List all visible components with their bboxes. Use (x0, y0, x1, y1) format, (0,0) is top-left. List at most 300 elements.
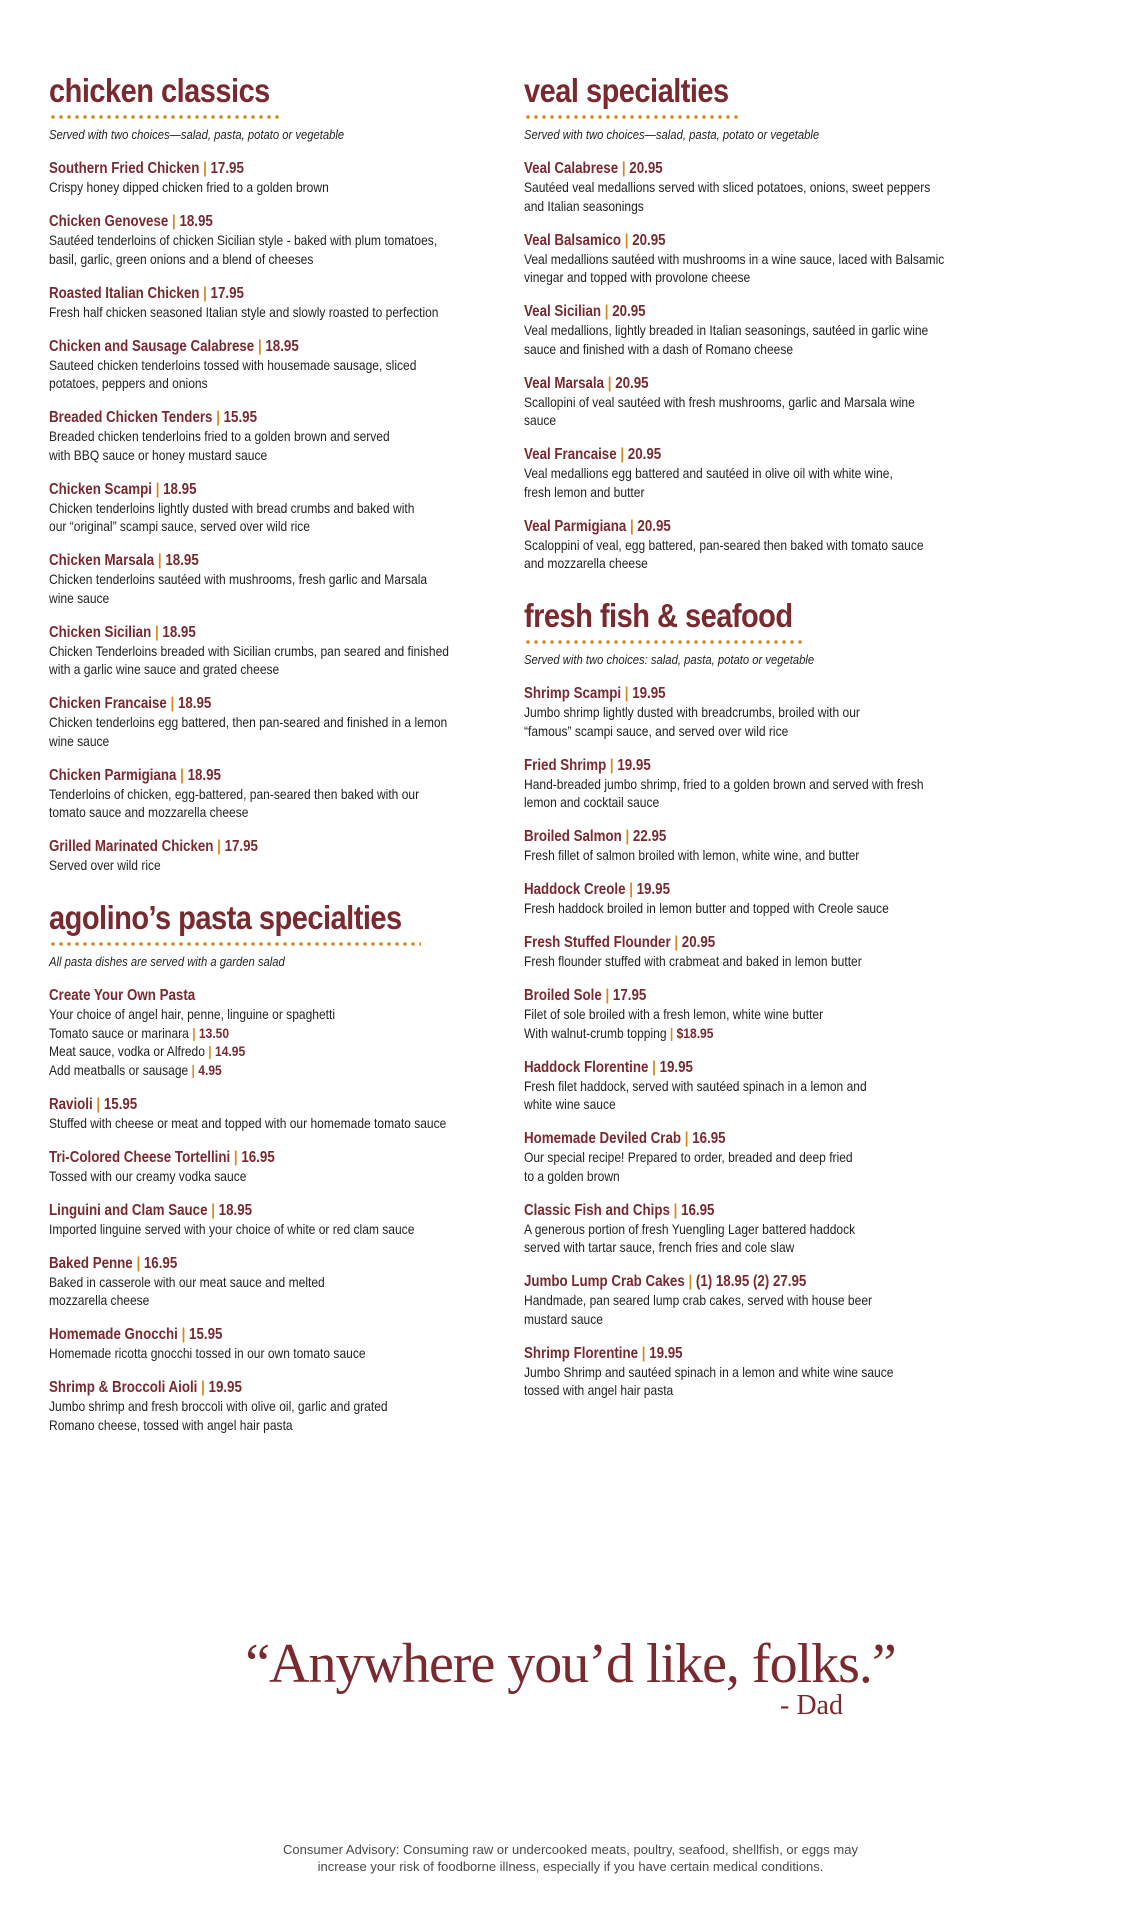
item-price: 18.95 (162, 623, 196, 641)
price-separator: | (136, 1254, 141, 1272)
item-price: 16.95 (692, 1130, 726, 1147)
item-desc-line: to a golden brown (524, 1167, 620, 1184)
price-separator: | (154, 623, 159, 641)
item-header (524, 881, 954, 899)
item-desc-line: basil, garlic, green onions and a blend of cheeses (49, 250, 314, 267)
item-desc-line: with BBQ sauce or honey mustard sauce (49, 446, 268, 463)
item-name: Ravioli (49, 1095, 93, 1113)
right-column (524, 72, 1024, 1416)
veal-items (524, 160, 1024, 573)
menu-item (524, 518, 1024, 573)
item-description (524, 393, 1023, 430)
menu-item (524, 685, 1024, 740)
quote-text: “Anywhere you’d like, folks.” (245, 1633, 896, 1695)
item-desc-line: potatoes, peppers and onions (49, 375, 208, 391)
price-separator: | (203, 284, 207, 302)
fish-items (524, 685, 1024, 1400)
item-name: Shrimp Florentine (524, 1344, 639, 1362)
section-note: All pasta dishes are served with a garden salad (49, 955, 285, 969)
price-separator: | (170, 695, 175, 712)
item-desc-line: Jumbo shrimp and fresh broccoli with olive oil, garlic and grated (49, 1398, 388, 1414)
item-description (524, 1077, 1023, 1114)
item-name: Chicken Genovese (49, 213, 169, 230)
item-header (524, 1059, 954, 1077)
item-description (49, 356, 508, 393)
item-header (49, 285, 445, 303)
item-desc-line: tossed with angel hair pasta (524, 1382, 674, 1398)
menu-item (524, 934, 1024, 971)
menu-item (524, 757, 1024, 812)
price-separator: | (181, 1326, 186, 1343)
item-name: Chicken and Sausage Calabrese (49, 337, 255, 355)
item-desc-line: Baked in casserole with our meat sauce and melted (49, 1273, 325, 1290)
item-description (524, 899, 1023, 918)
menu-item (49, 767, 509, 822)
item-name: Shrimp Scampi (524, 685, 622, 702)
menu-item (49, 695, 509, 750)
item-desc-line: Jumbo Shrimp and sautéed spinach in a lemon and white wine sauce (524, 1363, 894, 1380)
menu-item (49, 552, 509, 607)
price-separator: | (652, 1058, 656, 1076)
option-price: 14.95 (215, 1043, 246, 1059)
item-price: 16.95 (241, 1148, 275, 1166)
item-desc-line: Served over wild rice (49, 857, 161, 873)
item-desc-line: “famous” scampi sauce, and served over wild rice (524, 722, 789, 739)
item-header (49, 409, 445, 427)
item-name: Broiled Sole (524, 987, 602, 1004)
item-desc-line: Chicken Tenderloins breaded with Sicilian crumbs, pan seared and finished (49, 642, 450, 659)
item-name: Tri-Colored Cheese Tortellini (49, 1148, 231, 1166)
item-price: 20.95 (632, 231, 666, 249)
item-desc-line: Jumbo shrimp lightly dusted with breadcrumbs, broiled with our (524, 704, 860, 720)
item-desc-line: mustard sauce (524, 1310, 603, 1327)
item-description (49, 303, 508, 322)
chicken-section (49, 72, 509, 875)
item-header (49, 338, 445, 356)
item-price: 15.95 (223, 409, 257, 426)
item-price: 18.95 (179, 213, 213, 230)
item-header (49, 838, 445, 856)
item-price: 19.95 (649, 1344, 683, 1362)
item-name: Haddock Florentine (524, 1058, 649, 1076)
menu-item (524, 881, 1024, 918)
price-separator: | (624, 685, 629, 702)
item-extra-price: $18.95 (676, 1024, 714, 1041)
item-name: Shrimp & Broccoli Aioli (49, 1379, 198, 1396)
section-note: Served with two choices: salad, pasta, potato or vegetable (524, 653, 815, 667)
item-header (49, 624, 445, 642)
menu-item (49, 1379, 509, 1434)
item-header (49, 1149, 445, 1167)
pasta-section (49, 899, 509, 1434)
section-title-veal: veal specialties (524, 72, 729, 109)
item-name: Veal Balsamico (524, 231, 622, 249)
item-price: 18.95 (187, 766, 221, 784)
pasta-items (49, 1096, 509, 1435)
advisory-line: increase your risk of foodborne illness, especially if you have certain medical conditions. (317, 1859, 824, 1874)
item-description (49, 1397, 508, 1434)
item-desc-line: Fresh haddock broiled in lemon butter and topped with Creole sauce (524, 900, 889, 916)
item-desc-line: fresh lemon and butter (524, 483, 645, 500)
price-separator: | (217, 838, 221, 855)
item-price: 16.95 (681, 1201, 715, 1219)
price-separator: | (180, 766, 184, 784)
menu-item (524, 1202, 1024, 1257)
item-description (49, 178, 508, 197)
item-description (49, 1344, 508, 1363)
item-desc-line: Tenderloins of chicken, egg-battered, pan-seared then baked with our (49, 785, 420, 802)
item-header (524, 685, 954, 703)
item-desc-line: with a garlic wine sauce and grated cheese (49, 661, 280, 677)
item-desc-line: Sautéed tenderloins of chicken Sicilian style - baked with plum tomatoes, (49, 232, 438, 248)
left-column (49, 72, 509, 1451)
item-description (524, 1148, 1023, 1185)
item-desc-line: Sauteed chicken tenderloins tossed with housemade sausage, sliced (49, 356, 417, 373)
item-desc-line: Tossed with our creamy vodka sauce (49, 1167, 247, 1184)
item-header (524, 828, 954, 846)
section-title-chicken: chicken classics (49, 72, 270, 109)
menu-item (524, 160, 1024, 215)
item-name: Fried Shrimp (524, 756, 607, 774)
menu-item (49, 160, 509, 197)
price-separator: | (620, 446, 625, 463)
menu-item-create-pasta (49, 987, 509, 1079)
section-title-pasta: agolino’s pasta specialties (49, 899, 402, 936)
menu-item (49, 624, 509, 679)
item-desc-line: Fresh half chicken seasoned Italian style and slowly roasted to perfection (49, 303, 439, 320)
item-name: Chicken Scampi (49, 480, 152, 498)
item-price: 20.95 (627, 446, 662, 463)
item-desc-line: Veal medallions, lightly breaded in Italian seasonings, sautéed in garlic wine (524, 322, 929, 338)
item-price: 18.95 (163, 480, 197, 498)
price-separator: | (641, 1344, 646, 1362)
price-separator: | (673, 1201, 678, 1219)
section-title-fish: fresh fish & seafood (524, 597, 793, 634)
item-description (49, 785, 508, 822)
item-name: Veal Marsala (524, 374, 605, 392)
item-name: Homemade Deviled Crab (524, 1130, 682, 1147)
item-desc-line: Scallopini of veal sautéed with fresh mushrooms, garlic and Marsala wine (524, 393, 915, 410)
dotted-divider (524, 639, 806, 645)
menu-item (524, 232, 1024, 287)
dotted-divider (524, 114, 742, 120)
menu-item (49, 838, 509, 875)
price-separator: | (96, 1095, 101, 1113)
option-label: Tomato sauce or marinara (49, 1024, 189, 1041)
item-desc-line: Veal medallions sautéed with mushrooms in a wine sauce, laced with Balsamic (524, 250, 945, 267)
item-name: Create Your Own Pasta (49, 987, 196, 1004)
item-header (524, 446, 954, 464)
item-header (524, 1202, 954, 1220)
item-desc-line: Fresh filet haddock, served with sautéed spinach in a lemon and (524, 1077, 867, 1094)
item-header (524, 757, 954, 775)
quote-attribution: - Dad (780, 1690, 843, 1721)
item-desc-line: Our special recipe! Prepared to order, breaded and deep fried (524, 1149, 853, 1165)
item-desc-line: tomato sauce and mozzarella cheese (49, 804, 249, 820)
item-desc-line: A generous portion of fresh Yuengling Lager battered haddock (524, 1220, 856, 1237)
item-desc-line: Romano cheese, tossed with angel hair pasta (49, 1416, 293, 1433)
item-desc-line: Chicken tenderloins lightly dusted with bread crumbs and baked with (49, 499, 415, 516)
item-price: 19.95 (617, 756, 651, 774)
item-desc-line: served with tartar sauce, french fries and cole slaw (524, 1239, 795, 1255)
item-name: Roasted Italian Chicken (49, 284, 200, 302)
item-header (49, 1255, 445, 1273)
item-name: Classic Fish and Chips (524, 1201, 670, 1219)
menu-item (49, 285, 509, 322)
price-separator: | (604, 303, 609, 320)
item-price: 18.95 (177, 695, 212, 712)
item-description (524, 846, 1023, 865)
advisory-line: Consumer Advisory: Consuming raw or undercooked meats, poultry, seafood, shellfish, or eggs may (283, 1842, 858, 1857)
item-header (524, 934, 954, 952)
price-separator: | (191, 1061, 195, 1078)
option-line (49, 1024, 508, 1043)
item-desc-line: Your choice of angel hair, penne, linguine or spaghetti (49, 1006, 336, 1022)
price-separator: | (629, 881, 633, 898)
option-line (49, 1042, 508, 1061)
menu-item (49, 1202, 509, 1239)
item-price: 18.95 (218, 1201, 253, 1219)
item-name: Chicken Sicilian (49, 623, 152, 641)
section-note: Served with two choices—salad, pasta, potato or vegetable (524, 128, 820, 142)
option-line (49, 1061, 508, 1080)
item-price: 20.95 (637, 517, 671, 535)
item-desc-line: Homemade ricotta gnocchi tossed in our own tomato sauce (49, 1345, 366, 1361)
item-extra-line (524, 1024, 1023, 1043)
menu-item (524, 1130, 1024, 1185)
item-description (524, 464, 1023, 501)
item-desc-line: Hand-breaded jumbo shrimp, fried to a golden brown and served with fresh (524, 775, 924, 792)
item-description (49, 1273, 508, 1310)
item-name: Linguini and Clam Sauce (49, 1201, 208, 1219)
item-header (524, 160, 954, 178)
item-price: 17.95 (210, 284, 244, 302)
item-desc-line: wine sauce (49, 732, 110, 749)
chicken-items (49, 160, 509, 875)
item-description (49, 231, 508, 268)
item-price: 20.95 (612, 303, 646, 320)
item-header (49, 1379, 445, 1397)
item-header (49, 213, 445, 231)
price-separator: | (233, 1148, 238, 1166)
price-separator: | (625, 828, 630, 845)
price-separator: | (669, 1024, 674, 1041)
item-price: 17.95 (210, 160, 244, 177)
item-name: Southern Fried Chicken (49, 160, 200, 177)
menu-item (524, 987, 1024, 1042)
item-description (49, 1220, 508, 1239)
option-price: 13.50 (198, 1024, 230, 1041)
item-header (49, 481, 445, 499)
option-label: Meat sauce, vodka or Alfredo (49, 1043, 205, 1059)
menu-item (524, 828, 1024, 865)
item-desc-line: Filet of sole broiled with a fresh lemon, white wine butter (524, 1006, 824, 1022)
item-header (524, 987, 954, 1005)
item-description (49, 856, 508, 875)
item-price: 20.95 (681, 934, 716, 951)
item-description (49, 642, 508, 679)
item-desc-line: wine sauce (49, 589, 110, 606)
item-description (524, 1363, 1023, 1400)
item-price: 22.95 (632, 828, 667, 845)
item-name: Jumbo Lump Crab Cakes (524, 1273, 685, 1290)
item-description (524, 178, 1023, 215)
item-header (524, 1345, 954, 1363)
item-name: Broiled Salmon (524, 828, 622, 845)
item-desc-line: Chicken tenderloins egg battered, then pan-seared and finished in a lemon (49, 714, 448, 730)
item-desc-line: Stuffed with cheese or meat and topped with our homemade tomato sauce (49, 1114, 447, 1131)
price-separator: | (157, 552, 162, 569)
item-desc-line: and mozzarella cheese (524, 555, 648, 571)
menu-item (49, 1096, 509, 1133)
item-desc-line: vinegar and topped with provolone cheese (524, 269, 751, 285)
price-separator: | (208, 1043, 212, 1059)
menu-item (49, 409, 509, 464)
item-header (524, 1273, 954, 1291)
price-separator: | (257, 337, 262, 355)
price-separator: | (171, 213, 176, 230)
item-header (49, 552, 445, 570)
item-description (524, 536, 1023, 573)
price-separator: | (605, 987, 610, 1004)
item-price: 18.95 (265, 337, 299, 355)
menu-item (49, 1255, 509, 1310)
price-separator: | (688, 1273, 693, 1290)
menu-item (49, 481, 509, 536)
menu-item (524, 375, 1024, 430)
item-desc-line: Crispy honey dipped chicken fried to a golden brown (49, 179, 329, 195)
item-desc-line: lemon and cocktail sauce (524, 794, 660, 810)
menu-item (524, 1273, 1024, 1328)
section-note: Served with two choices—salad, pasta, potato or vegetable (49, 128, 345, 142)
fish-section (524, 597, 1024, 1400)
menu-item (524, 1059, 1024, 1114)
menu-item (49, 213, 509, 268)
item-header (49, 767, 445, 785)
item-description (524, 952, 1023, 971)
price-separator: | (216, 409, 220, 426)
item-description (49, 1167, 508, 1186)
menu-item (49, 338, 509, 393)
item-header (524, 518, 954, 536)
dotted-divider (49, 941, 421, 947)
menu-item (524, 1345, 1024, 1400)
menu-item (49, 1149, 509, 1186)
item-name: Chicken Parmigiana (49, 766, 177, 784)
item-desc-line: sauce and finished with a dash of Romano cheese (524, 340, 794, 357)
menu-item (524, 303, 1024, 358)
item-description (524, 250, 1023, 287)
price-separator: | (192, 1024, 196, 1041)
item-description (524, 1291, 1023, 1328)
item-name: Fresh Stuffed Flounder (524, 934, 671, 951)
price-separator: | (211, 1201, 215, 1219)
item-header (524, 232, 954, 250)
item-desc-line: Fresh fillet of salmon broiled with lemon, white wine, and butter (524, 847, 860, 863)
option-price: 4.95 (198, 1061, 222, 1078)
price-separator: | (201, 1379, 205, 1396)
item-desc-line: Chicken tenderloins sautéed with mushrooms, fresh garlic and Marsala (49, 571, 428, 587)
price-separator: | (607, 374, 612, 392)
item-price: 15.95 (103, 1095, 138, 1113)
item-desc-line: Imported linguine served with your choice of white or red clam sauce (49, 1220, 415, 1237)
item-desc-line: Breaded chicken tenderloins fried to a golden brown and served (49, 428, 390, 444)
price-separator: | (629, 517, 634, 535)
item-desc-line: our “original” scampi sauce, served over wild rice (49, 518, 310, 534)
item-price: 17.95 (612, 987, 647, 1004)
item-price: 19.95 (632, 685, 666, 702)
item-header (49, 1096, 445, 1114)
item-name: Grilled Marinated Chicken (49, 838, 214, 855)
option-label: Add meatballs or sausage (49, 1061, 189, 1078)
item-price: 20.95 (615, 374, 649, 392)
item-header (49, 1202, 445, 1220)
item-desc-line: white wine sauce (524, 1096, 616, 1112)
item-desc-line: Handmade, pan seared lump crab cakes, served with house beer (524, 1292, 873, 1308)
item-description (49, 570, 508, 607)
item-name: Veal Sicilian (524, 303, 602, 320)
menu-item (49, 1326, 509, 1363)
item-name: Veal Calabrese (524, 160, 619, 177)
item-name: Baked Penne (49, 1254, 133, 1272)
item-price: 19.95 (659, 1058, 693, 1076)
item-header (524, 375, 954, 393)
item-description (524, 703, 1023, 740)
price-separator: | (203, 160, 207, 177)
item-name: Chicken Francaise (49, 695, 167, 712)
item-price: 19.95 (208, 1379, 242, 1396)
price-separator: | (621, 160, 626, 177)
item-name: Haddock Creole (524, 881, 626, 898)
item-description (524, 321, 1023, 358)
item-price: 15.95 (189, 1326, 223, 1343)
price-separator: | (624, 231, 629, 249)
item-price: 16.95 (143, 1254, 178, 1272)
item-price: 20.95 (629, 160, 663, 177)
item-name: Veal Parmigiana (524, 517, 627, 535)
item-desc-line: sauce (524, 412, 557, 428)
item-description (49, 1114, 508, 1133)
item-description (49, 427, 508, 464)
item-header (524, 303, 954, 321)
price-separator: | (684, 1130, 689, 1147)
menu-item (524, 446, 1024, 501)
item-price: 17.95 (224, 838, 258, 855)
item-name: Chicken Marsala (49, 552, 155, 569)
item-description (524, 775, 1023, 812)
item-desc-line: Veal medallions egg battered and sautéed in olive oil with white wine, (524, 465, 893, 481)
item-price: (1) 18.95 (2) 27.95 (695, 1273, 807, 1290)
item-desc-line: Scaloppini of veal, egg battered, pan-seared then baked with tomato sauce (524, 536, 924, 553)
item-desc-line: Sautéed veal medallions served with sliced potatoes, onions, sweet peppers (524, 179, 931, 195)
item-extra: With walnut-crumb topping (524, 1024, 667, 1041)
dotted-divider (49, 114, 283, 120)
consumer-advisory (0, 1841, 1141, 1875)
item-header (49, 160, 445, 178)
item-name: Homemade Gnocchi (49, 1326, 178, 1343)
price-separator: | (674, 934, 679, 951)
item-price: 19.95 (636, 881, 671, 898)
item-description (49, 1005, 508, 1079)
item-desc-line: Fresh flounder stuffed with crabmeat and baked in lemon butter (524, 953, 862, 969)
price-separator: | (609, 756, 614, 774)
item-name: Veal Francaise (524, 446, 617, 463)
item-header (49, 1326, 445, 1344)
item-description (49, 713, 508, 750)
item-description (524, 1220, 1023, 1257)
price-separator: | (155, 480, 160, 498)
item-header (49, 695, 445, 713)
